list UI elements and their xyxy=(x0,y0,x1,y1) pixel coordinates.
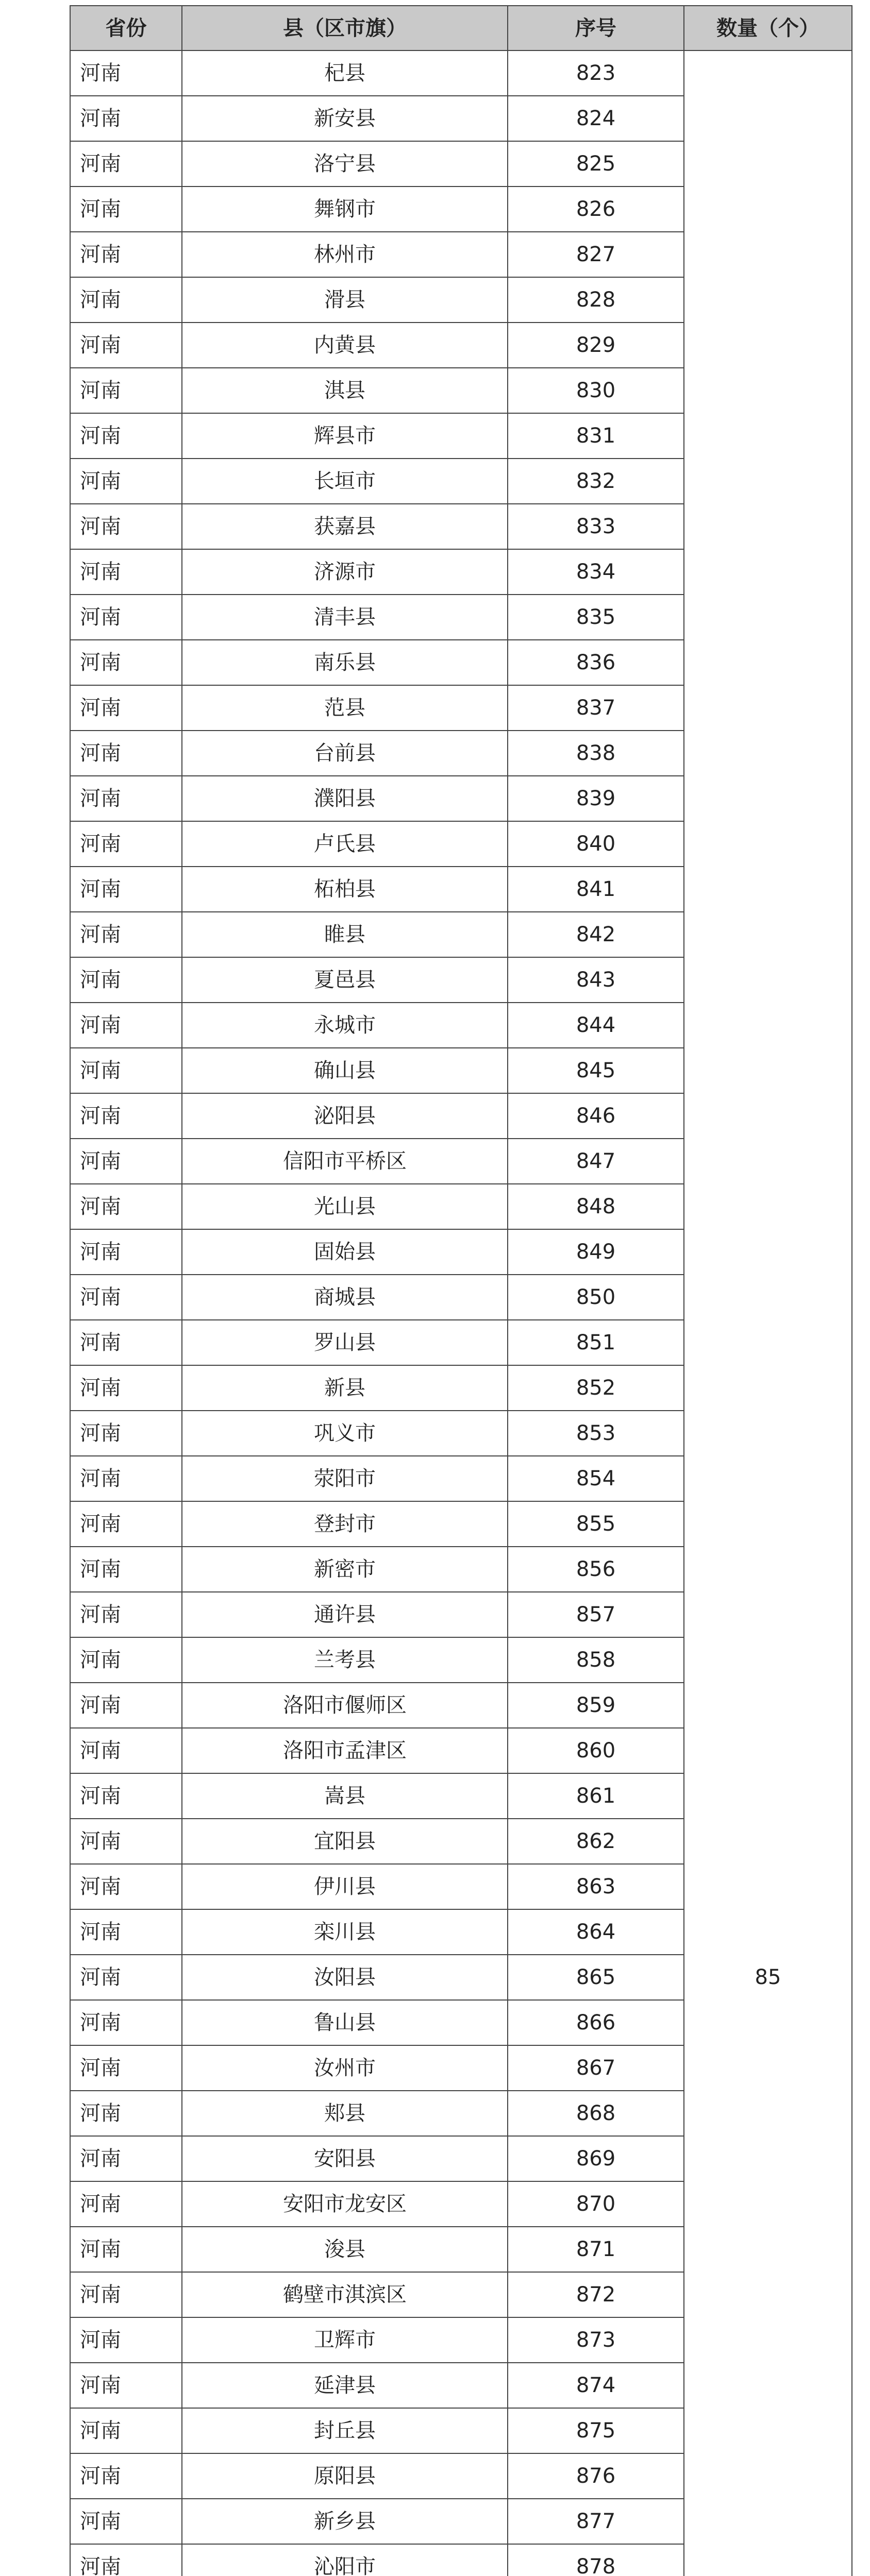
cell-county: 长垣市 xyxy=(182,459,508,504)
cell-seq: 853 xyxy=(508,1411,684,1456)
cell-province: 河南 xyxy=(70,1683,182,1728)
cell-province: 河南 xyxy=(70,821,182,867)
cell-county: 杞县 xyxy=(182,50,508,96)
cell-county: 台前县 xyxy=(182,731,508,776)
cell-county: 卫辉市 xyxy=(182,2317,508,2363)
cell-county: 林州市 xyxy=(182,232,508,277)
cell-province: 河南 xyxy=(70,1365,182,1411)
cell-county: 睢县 xyxy=(182,912,508,957)
cell-county: 荥阳市 xyxy=(182,1456,508,1501)
cell-province: 河南 xyxy=(70,2181,182,2227)
cell-county: 范县 xyxy=(182,685,508,731)
cell-county: 辉县市 xyxy=(182,413,508,459)
cell-province: 河南 xyxy=(70,232,182,277)
cell-province: 河南 xyxy=(70,1955,182,2000)
cell-county: 嵩县 xyxy=(182,1773,508,1819)
cell-county: 鲁山县 xyxy=(182,2000,508,2045)
cell-seq: 845 xyxy=(508,1048,684,1093)
cell-county: 滑县 xyxy=(182,277,508,323)
cell-province: 河南 xyxy=(70,1592,182,1637)
header-province: 省份 xyxy=(70,6,182,50)
cell-province: 河南 xyxy=(70,1411,182,1456)
cell-province: 河南 xyxy=(70,504,182,549)
cell-province: 河南 xyxy=(70,1773,182,1819)
cell-seq: 859 xyxy=(508,1683,684,1728)
cell-county: 柘柏县 xyxy=(182,867,508,912)
cell-seq: 854 xyxy=(508,1456,684,1501)
cell-province: 河南 xyxy=(70,640,182,685)
cell-province: 河南 xyxy=(70,1275,182,1320)
cell-county: 清丰县 xyxy=(182,595,508,640)
county-table xyxy=(70,5,852,2576)
cell-seq: 825 xyxy=(508,141,684,187)
cell-county: 封丘县 xyxy=(182,2408,508,2453)
cell-province: 河南 xyxy=(70,2317,182,2363)
cell-seq: 835 xyxy=(508,595,684,640)
cell-province: 河南 xyxy=(70,96,182,141)
cell-seq: 824 xyxy=(508,96,684,141)
cell-province: 河南 xyxy=(70,1864,182,1909)
cell-seq: 857 xyxy=(508,1592,684,1637)
cell-seq: 852 xyxy=(508,1365,684,1411)
cell-county: 鹤壁市淇滨区 xyxy=(182,2272,508,2317)
cell-county: 确山县 xyxy=(182,1048,508,1093)
cell-seq: 838 xyxy=(508,731,684,776)
cell-province: 河南 xyxy=(70,776,182,821)
cell-province: 河南 xyxy=(70,323,182,368)
cell-province: 河南 xyxy=(70,2544,182,2576)
cell-seq: 865 xyxy=(508,1955,684,2000)
cell-seq: 869 xyxy=(508,2136,684,2181)
cell-count-total: 85 xyxy=(684,50,852,2576)
cell-province: 河南 xyxy=(70,2408,182,2453)
cell-province: 河南 xyxy=(70,413,182,459)
cell-province: 河南 xyxy=(70,141,182,187)
cell-province: 河南 xyxy=(70,1093,182,1139)
cell-seq: 823 xyxy=(508,50,684,96)
cell-county: 浚县 xyxy=(182,2227,508,2272)
cell-county: 汝州市 xyxy=(182,2045,508,2091)
cell-seq: 870 xyxy=(508,2181,684,2227)
cell-seq: 875 xyxy=(508,2408,684,2453)
cell-seq: 830 xyxy=(508,368,684,413)
cell-seq: 839 xyxy=(508,776,684,821)
cell-province: 河南 xyxy=(70,1456,182,1501)
cell-seq: 861 xyxy=(508,1773,684,1819)
cell-county: 洛宁县 xyxy=(182,141,508,187)
cell-seq: 829 xyxy=(508,323,684,368)
cell-province: 河南 xyxy=(70,957,182,1003)
cell-seq: 860 xyxy=(508,1728,684,1773)
cell-province: 河南 xyxy=(70,2453,182,2499)
cell-seq: 856 xyxy=(508,1547,684,1592)
cell-seq: 828 xyxy=(508,277,684,323)
cell-seq: 862 xyxy=(508,1819,684,1864)
cell-county: 宜阳县 xyxy=(182,1819,508,1864)
cell-province: 河南 xyxy=(70,1184,182,1229)
cell-county: 沁阳市 xyxy=(182,2544,508,2576)
cell-province: 河南 xyxy=(70,459,182,504)
cell-county: 安阳县 xyxy=(182,2136,508,2181)
cell-province: 河南 xyxy=(70,912,182,957)
header-row xyxy=(70,6,852,50)
cell-province: 河南 xyxy=(70,368,182,413)
cell-seq: 877 xyxy=(508,2499,684,2544)
cell-province: 河南 xyxy=(70,2000,182,2045)
cell-seq: 878 xyxy=(508,2544,684,2576)
cell-province: 河南 xyxy=(70,187,182,232)
cell-seq: 841 xyxy=(508,867,684,912)
cell-seq: 866 xyxy=(508,2000,684,2045)
cell-county: 新乡县 xyxy=(182,2499,508,2544)
cell-province: 河南 xyxy=(70,549,182,595)
cell-province: 河南 xyxy=(70,2091,182,2136)
cell-county: 永城市 xyxy=(182,1003,508,1048)
cell-province: 河南 xyxy=(70,1819,182,1864)
cell-province: 河南 xyxy=(70,1501,182,1547)
cell-county: 光山县 xyxy=(182,1184,508,1229)
cell-seq: 844 xyxy=(508,1003,684,1048)
cell-seq: 836 xyxy=(508,640,684,685)
cell-province: 河南 xyxy=(70,685,182,731)
cell-county: 登封市 xyxy=(182,1501,508,1547)
cell-province: 河南 xyxy=(70,867,182,912)
table-header xyxy=(70,6,852,50)
cell-seq: 863 xyxy=(508,1864,684,1909)
cell-county: 洛阳市孟津区 xyxy=(182,1728,508,1773)
header-seq: 序号 xyxy=(508,6,684,50)
cell-seq: 873 xyxy=(508,2317,684,2363)
cell-county: 内黄县 xyxy=(182,323,508,368)
cell-seq: 849 xyxy=(508,1229,684,1275)
cell-province: 河南 xyxy=(70,2227,182,2272)
cell-county: 夏邑县 xyxy=(182,957,508,1003)
cell-seq: 872 xyxy=(508,2272,684,2317)
cell-county: 新密市 xyxy=(182,1547,508,1592)
cell-province: 河南 xyxy=(70,1637,182,1683)
cell-province: 河南 xyxy=(70,1909,182,1955)
cell-province: 河南 xyxy=(70,1728,182,1773)
cell-seq: 847 xyxy=(508,1139,684,1184)
cell-seq: 831 xyxy=(508,413,684,459)
cell-county: 济源市 xyxy=(182,549,508,595)
cell-county: 通许县 xyxy=(182,1592,508,1637)
header-county: 县（区市旗） xyxy=(182,6,508,50)
cell-county: 罗山县 xyxy=(182,1320,508,1365)
cell-seq: 864 xyxy=(508,1909,684,1955)
cell-seq: 855 xyxy=(508,1501,684,1547)
cell-seq: 848 xyxy=(508,1184,684,1229)
cell-province: 河南 xyxy=(70,277,182,323)
cell-county: 卢氏县 xyxy=(182,821,508,867)
cell-county: 商城县 xyxy=(182,1275,508,1320)
header-count: 数量（个） xyxy=(684,6,852,50)
cell-county: 巩义市 xyxy=(182,1411,508,1456)
cell-county: 信阳市平桥区 xyxy=(182,1139,508,1184)
cell-county: 原阳县 xyxy=(182,2453,508,2499)
cell-province: 河南 xyxy=(70,1139,182,1184)
cell-province: 河南 xyxy=(70,1320,182,1365)
cell-province: 河南 xyxy=(70,2136,182,2181)
cell-province: 河南 xyxy=(70,50,182,96)
cell-seq: 867 xyxy=(508,2045,684,2091)
cell-seq: 827 xyxy=(508,232,684,277)
cell-seq: 826 xyxy=(508,187,684,232)
cell-county: 栾川县 xyxy=(182,1909,508,1955)
cell-seq: 871 xyxy=(508,2227,684,2272)
cell-province: 河南 xyxy=(70,1003,182,1048)
cell-county: 汝阳县 xyxy=(182,1955,508,2000)
cell-seq: 843 xyxy=(508,957,684,1003)
cell-province: 河南 xyxy=(70,1048,182,1093)
cell-county: 淇县 xyxy=(182,368,508,413)
cell-province: 河南 xyxy=(70,2363,182,2408)
cell-seq: 842 xyxy=(508,912,684,957)
cell-seq: 868 xyxy=(508,2091,684,2136)
cell-county: 新安县 xyxy=(182,96,508,141)
table-row xyxy=(70,50,852,96)
cell-seq: 837 xyxy=(508,685,684,731)
cell-county: 郏县 xyxy=(182,2091,508,2136)
cell-province: 河南 xyxy=(70,2499,182,2544)
cell-county: 濮阳县 xyxy=(182,776,508,821)
cell-seq: 876 xyxy=(508,2453,684,2499)
cell-province: 河南 xyxy=(70,731,182,776)
cell-seq: 850 xyxy=(508,1275,684,1320)
cell-county: 兰考县 xyxy=(182,1637,508,1683)
cell-province: 河南 xyxy=(70,595,182,640)
cell-county: 安阳市龙安区 xyxy=(182,2181,508,2227)
cell-county: 固始县 xyxy=(182,1229,508,1275)
cell-county: 获嘉县 xyxy=(182,504,508,549)
cell-seq: 846 xyxy=(508,1093,684,1139)
cell-county: 新县 xyxy=(182,1365,508,1411)
cell-county: 舞钢市 xyxy=(182,187,508,232)
cell-seq: 834 xyxy=(508,549,684,595)
table-body xyxy=(70,50,852,2576)
cell-seq: 832 xyxy=(508,459,684,504)
cell-seq: 851 xyxy=(508,1320,684,1365)
cell-seq: 858 xyxy=(508,1637,684,1683)
cell-county: 南乐县 xyxy=(182,640,508,685)
cell-province: 河南 xyxy=(70,2045,182,2091)
cell-seq: 874 xyxy=(508,2363,684,2408)
cell-county: 伊川县 xyxy=(182,1864,508,1909)
cell-province: 河南 xyxy=(70,1229,182,1275)
cell-province: 河南 xyxy=(70,2272,182,2317)
cell-seq: 833 xyxy=(508,504,684,549)
cell-province: 河南 xyxy=(70,1547,182,1592)
cell-county: 延津县 xyxy=(182,2363,508,2408)
cell-county: 泌阳县 xyxy=(182,1093,508,1139)
cell-seq: 840 xyxy=(508,821,684,867)
cell-county: 洛阳市偃师区 xyxy=(182,1683,508,1728)
